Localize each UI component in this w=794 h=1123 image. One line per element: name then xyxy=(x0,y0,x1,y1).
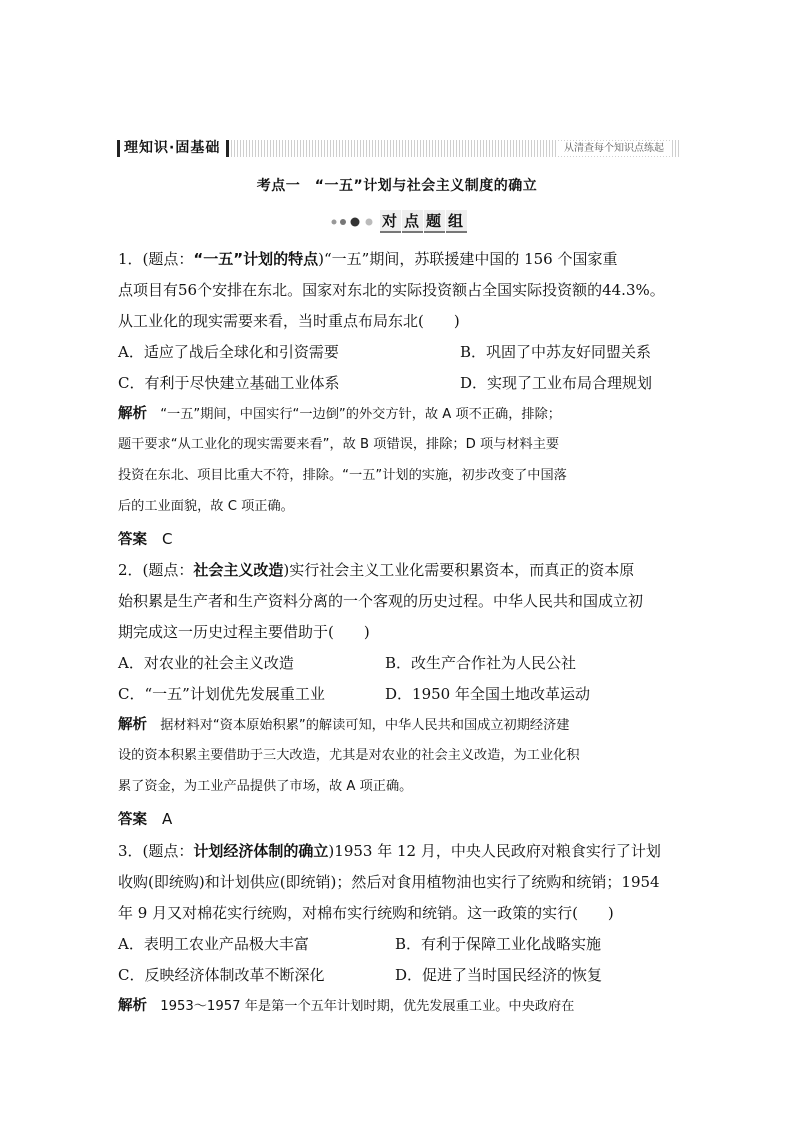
question-2-option-b: B．改生产合作社为人民公社 xyxy=(385,654,577,672)
analysis-text: 1953～1957 年是第一个五年计划时期，优先发展重工业。中央政府在 xyxy=(160,999,575,1014)
question-2-line-2: 始积累是生产者和生产资料分离的一个客观的历史过程。中华人民共和国成立初 xyxy=(118,592,644,610)
question-2-analysis-line xyxy=(118,715,676,736)
question-2-analysis-line: 累了资金，为工业产品提供了市场，故 A 项正确。 xyxy=(118,779,413,794)
analysis-text: 据材料对“资本原始积累”的解读可知，中华人民共和国成立初期经济建 xyxy=(160,718,570,733)
question-text: )实行社会主义工业化需要积累资本，而真正的资本原 xyxy=(283,561,635,579)
question-1-analysis-line: 后的工业面貌，故 C 项正确。 xyxy=(118,499,294,514)
group-label-char: 对 xyxy=(380,210,401,233)
question-1-line-1 xyxy=(118,249,617,269)
question-point: 计划经济体制的确立 xyxy=(193,842,329,860)
topic-title: 考点一 “一五”计划与社会主义制度的确立 xyxy=(256,178,538,194)
analysis-tag: 解析 xyxy=(118,998,147,1014)
question-point: “一五”计划的特点 xyxy=(193,250,319,268)
question-1-analysis-line xyxy=(118,404,676,425)
decorative-dots-icon xyxy=(330,217,376,227)
question-3-option-c: C．反映经济体制改革不断深化 xyxy=(118,966,325,984)
section-header xyxy=(117,140,680,157)
question-1-line-2: 点项目有56个安排在东北。国家对东北的实际投资额占全国实际投资额的44.3%。 xyxy=(118,281,665,299)
question-2-option-d: D．1950 年全国土地改革运动 xyxy=(385,685,590,703)
question-1-option-b: B．巩固了中苏友好同盟关系 xyxy=(460,343,652,361)
question-1-analysis-line: 题干要求“从工业化的现实需要来看”，故 B 项错误，排除；D 项与材料主要 xyxy=(118,437,560,452)
question-3-line-1 xyxy=(118,841,661,861)
question-text: )1953 年 12 月，中央人民政府对粮食实行了计划 xyxy=(328,842,661,860)
question-3-line-2: 收购(即统购)和计划供应(即统销)；然后对食用植物油也实行了统购和统销；1954 xyxy=(118,873,660,891)
analysis-tag: 解析 xyxy=(118,406,147,422)
question-number: 2．(题点： xyxy=(118,561,194,579)
question-point: 社会主义改造 xyxy=(193,561,284,579)
question-3-option-b: B．有利于保障工业化战略实施 xyxy=(395,935,602,953)
question-2-analysis-line: 设的资本积累主要借助于三大改造，尤其是对农业的社会主义改造，为工业化积 xyxy=(118,748,580,763)
question-number: 3．(题点： xyxy=(118,842,194,860)
answer-value: A xyxy=(162,810,173,828)
section-title: 理知识·固基础 xyxy=(117,140,229,157)
question-3-option-d: D．促进了当时国民经济的恢复 xyxy=(395,966,603,984)
analysis-tag: 解析 xyxy=(118,717,147,733)
question-1-option-a: A．适应了战后全球化和引资需要 xyxy=(118,343,339,361)
question-1-line-3: 从工业化的现实需要来看，当时重点布局东北( ) xyxy=(118,312,460,330)
question-1-analysis-line: 投资在东北、项目比重大不符，排除。“一五”计划的实施，初步改变了中国落 xyxy=(118,468,567,483)
group-label-char: 题 xyxy=(424,210,445,233)
question-3-line-3: 年 9 月又对棉花实行统购，对棉布实行统购和统销。这一政策的实行( ) xyxy=(118,904,614,922)
question-1-option-c: C．有利于尽快建立基础工业体系 xyxy=(118,374,340,392)
question-2-option-c: C．“一五”计划优先发展重工业 xyxy=(118,685,325,703)
group-label-char: 点 xyxy=(402,210,423,233)
question-number: 1．(题点： xyxy=(118,250,194,268)
group-label-char: 组 xyxy=(446,210,467,233)
question-3-option-a: A．表明工农业产品极大丰富 xyxy=(118,935,309,953)
question-1-option-d: D．实现了工业布局合理规划 xyxy=(460,374,653,392)
answer-tag: 答案 xyxy=(118,532,147,548)
question-text: )“一五”期间，苏联援建中国的 156 个国家重 xyxy=(318,250,618,268)
question-2-line-1 xyxy=(118,560,634,580)
question-2-answer xyxy=(118,809,172,830)
question-1-answer xyxy=(118,529,173,550)
question-3-analysis-line xyxy=(118,996,676,1017)
question-2-option-a: A．对农业的社会主义改造 xyxy=(118,654,294,672)
answer-tag: 答案 xyxy=(118,812,147,828)
answer-value: C xyxy=(162,530,173,548)
analysis-text: “一五”期间，中国实行“一边倒”的外交方针，故 A 项不正确，排除； xyxy=(160,407,561,422)
question-2-line-3: 期完成这一历史过程主要借助于( ) xyxy=(118,623,370,641)
section-slogan: 从清查每个知识点练起 xyxy=(556,141,672,156)
